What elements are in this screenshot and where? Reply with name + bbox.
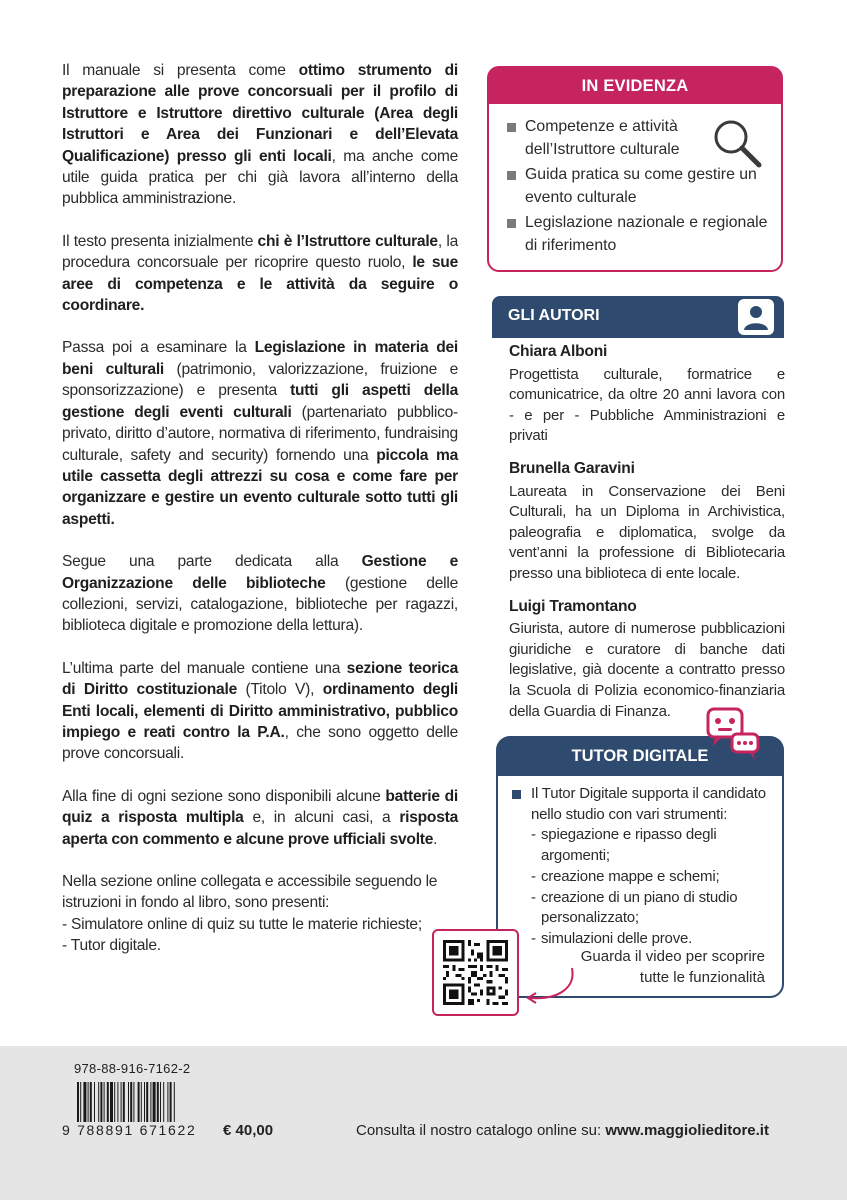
robot-chat-icon [705,706,761,762]
evidenza-item: Legislazione nazionale e regionale di riferimento [507,211,769,257]
arrow-icon [520,960,580,1010]
author-name: Luigi Tramontano [509,597,637,615]
evidenza-item: Competenze e attività dell’Istruttore culturale [507,115,707,161]
description-column [62,60,458,978]
description-paragraph: Il testo presenta inizialmente chi è l’Istruttore culturale, la procedura concorsuale per ricoprire questo ruolo, le sue aree di competenza e le attività da seguire o coordinare. [62,232,458,315]
price: € 40,00 [223,1122,274,1139]
barcode-digits: 9 788891 671622 [62,1122,197,1138]
catalog-link[interactable]: www.maggiolieditore.it [605,1122,769,1139]
qr-code[interactable] [432,929,519,1016]
online-item: - Simulatore online di quiz su tutte le materie richieste; [62,915,422,933]
authors-title: GLI AUTORI [508,307,600,324]
tutor-item: - spiegazione e ripasso degli argomenti; [531,825,776,866]
magnifier-icon [709,115,765,171]
author-entry [509,342,785,447]
description-paragraph: Passa poi a esaminare la Legislazione in materia dei beni culturali (patrimonio, valorizzazione, fruizione e sponsorizzazione) e presenta tutti gli aspetti della gestione degli eventi culturali (partenariato pubblico-privato, diritto d’autore, normativa di riferimento, fundraising culturale, safety and security) fornendo una piccola ma utile cassetta degli attrezzi su cosa e come fare per organizzare e gestire un evento culturale sotto tutti gli aspetti. [62,339,459,528]
author-bio: Progettista culturale, formatrice e comunicatrice, da oltre 20 anni lavora con - e per - Pubbliche Amministrazioni e privati [509,365,785,445]
author-bio: Giurista, autore di numerose pubblicazioni giuridiche e curatore di banche dati legislative, già docente a contratto presso la Scuola di Polizia economico-finanziaria della Guardia di Finanza. [509,620,785,720]
author-name: Chiara Alboni [509,343,608,360]
qr-code-image [443,940,508,1005]
authors-list [509,342,785,734]
evidenza-title: IN EVIDENZA [489,68,781,104]
tutor-item: - creazione mappe e schemi; [531,867,776,888]
catalog-line: Consulta il nostro catalogo online su: www.maggiolieditore.it [356,1122,769,1139]
user-icon [738,299,774,335]
tutor-item: - simulazioni delle prove. [531,929,776,950]
description-paragraph: L’ultima parte del manuale contiene una sezione teorica di Diritto costituzionale (Titolo V), ordinamento degli Enti locali, elementi di Diritto amministrativo, pubblico impiego e reati contro la P.A., che sono oggetto delle prove concorsuali. [62,659,459,763]
video-caption: Guarda il video per scoprire tutte le funzionalità [580,948,765,986]
tutor-list [511,825,776,949]
authors-header [492,296,784,338]
author-bio: Laureata in Conservazione dei Beni Culturali, ha un Diploma in Archivistica, paleografia e diplomatica, svolge da vent’anni la professione di Bibliotecaria presso una biblioteca di ente locale. [509,482,785,582]
author-name: Brunella Garavini [509,459,635,477]
description-paragraph: Segue una parte dedicata alla Gestione e Organizzazione delle biblioteche (gestione delle collezioni, servizi, catalogazione, biblioteche per ragazzi, biblioteca digitale e promozione della lettura). [62,553,459,635]
description-paragraph: Alla fine di ogni sezione sono disponibili alcune batterie di quiz a risposta multipla e, in alcuni casi, a risposta aperta con commento e alcune prove ufficiali svolte. [62,787,458,848]
tutor-item: - creazione di un piano di studio personalizzato; [531,888,776,929]
author-entry [509,459,785,585]
author-entry [509,597,785,723]
tutor-title: TUTOR DIGITALE [496,736,784,776]
description-paragraph: Il manuale si presenta come ottimo strumento di preparazione alle prove concorsuali per il profilo di Istruttore e Istruttore direttivo culturale (Area degli Istruttori e Area dei Funzionari e dell’Elevata Qualificazione) presso gli enti locali, ma anche come utile guida pratica per chi già lavora all’interno della pubblica amministrazione. [62,62,458,208]
evidenza-box [487,66,783,272]
tutor-intro: Il Tutor Digitale supporta il candidato nello studio con vari strumenti: [511,784,776,825]
online-item: - Tutor digitale. [62,937,161,955]
evidenza-item: Guida pratica su come gestire un evento culturale [507,163,769,209]
online-section-paragraph: Nella sezione online collegata e accessibile seguendo le istruzioni in fondo al libro, sono presenti: - Simulatore online di quiz su tutte le materie richieste; - Tutor digitale. [62,871,458,957]
tutor-content [511,784,776,950]
isbn: 978-88-916-7162-2 [74,1061,191,1076]
